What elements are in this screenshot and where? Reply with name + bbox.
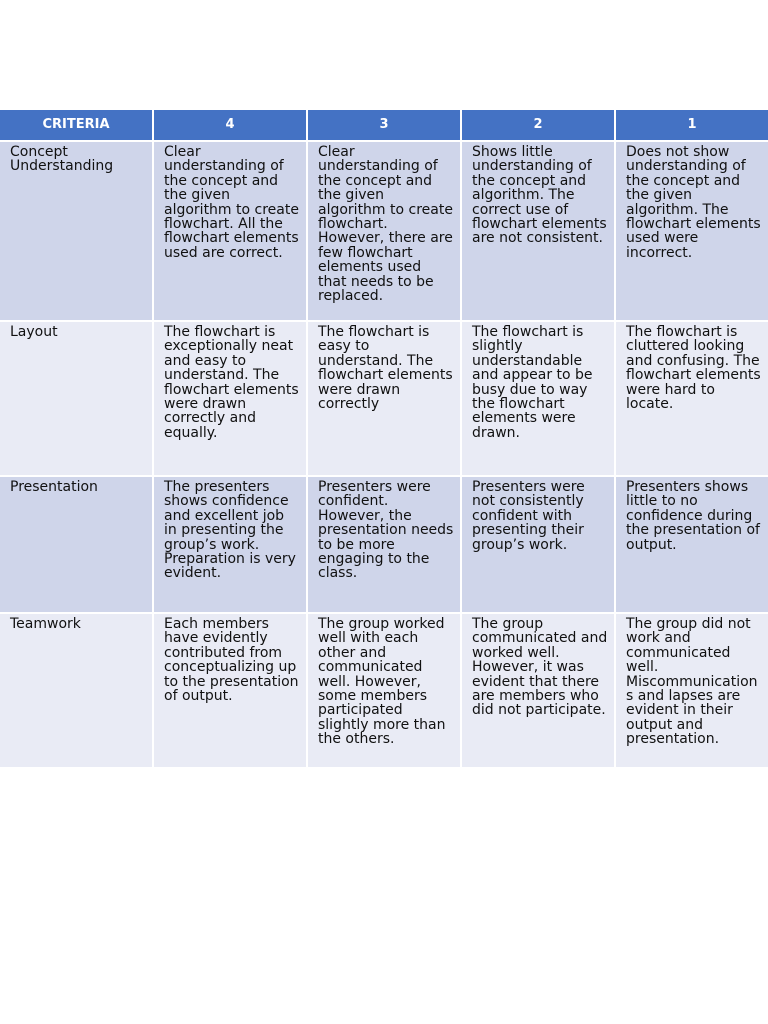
criterion-cell: Teamwork (0, 614, 152, 767)
score-1-cell: The group did not work and communicated well. Miscommunications and lapses are evident in their output and presentation. (616, 614, 768, 767)
criterion-cell: Concept Understanding (0, 142, 152, 320)
score-4-cell: The presenters shows confidence and excellent job in presenting the group’s work. Preparation is very evident. (154, 477, 306, 612)
header-score-4: 4 (154, 110, 306, 140)
header-criteria: CRITERIA (0, 110, 152, 140)
score-3-cell: The flowchart is easy to understand. The flowchart elements were drawn correctly (308, 322, 460, 475)
score-3-cell: The group worked well with each other and communicated well. However, some members participated slightly more than the others. (308, 614, 460, 767)
header-score-2: 2 (462, 110, 614, 140)
rubric-table (0, 108, 768, 769)
criterion-cell: Layout (0, 322, 152, 475)
header-score-3: 3 (308, 110, 460, 140)
table-row-layout (0, 322, 768, 475)
score-4-cell: Each members have evidently contributed from conceptualizing up to the presentation of output. (154, 614, 306, 767)
score-4-cell: Clear understanding of the concept and the given algorithm to create flowchart. All the flowchart elements used are correct. (154, 142, 306, 320)
table-row-concept-understanding (0, 142, 768, 320)
score-3-cell: Presenters were confident. However, the presentation needs to be more engaging to the class. (308, 477, 460, 612)
header-score-1: 1 (616, 110, 768, 140)
score-3-cell: Clear understanding of the concept and the given algorithm to create flowchart. However, there are few flowchart elements used that needs to be replaced. (308, 142, 460, 320)
score-1-cell: The flowchart is cluttered looking and confusing. The flowchart elements were hard to locate. (616, 322, 768, 475)
table-row-presentation (0, 477, 768, 612)
score-2-cell: The group communicated and worked well. However, it was evident that there are members who did not participate. (462, 614, 614, 767)
score-2-cell: Presenters were not consistently confident with presenting their group’s work. (462, 477, 614, 612)
criterion-cell: Presentation (0, 477, 152, 612)
table-row-teamwork (0, 614, 768, 767)
score-2-cell: The flowchart is slightly understandable and appear to be busy due to way the flowchart elements were drawn. (462, 322, 614, 475)
score-2-cell: Shows little understanding of the concept and algorithm. The correct use of flowchart elements are not consistent. (462, 142, 614, 320)
score-1-cell: Does not show understanding of the concept and the given algorithm. The flowchart elements used were incorrect. (616, 142, 768, 320)
header-row (0, 110, 768, 140)
score-4-cell: The flowchart is exceptionally neat and easy to understand. The flowchart elements were drawn correctly and equally. (154, 322, 306, 475)
score-1-cell: Presenters shows little to no confidence during the presentation of output. (616, 477, 768, 612)
